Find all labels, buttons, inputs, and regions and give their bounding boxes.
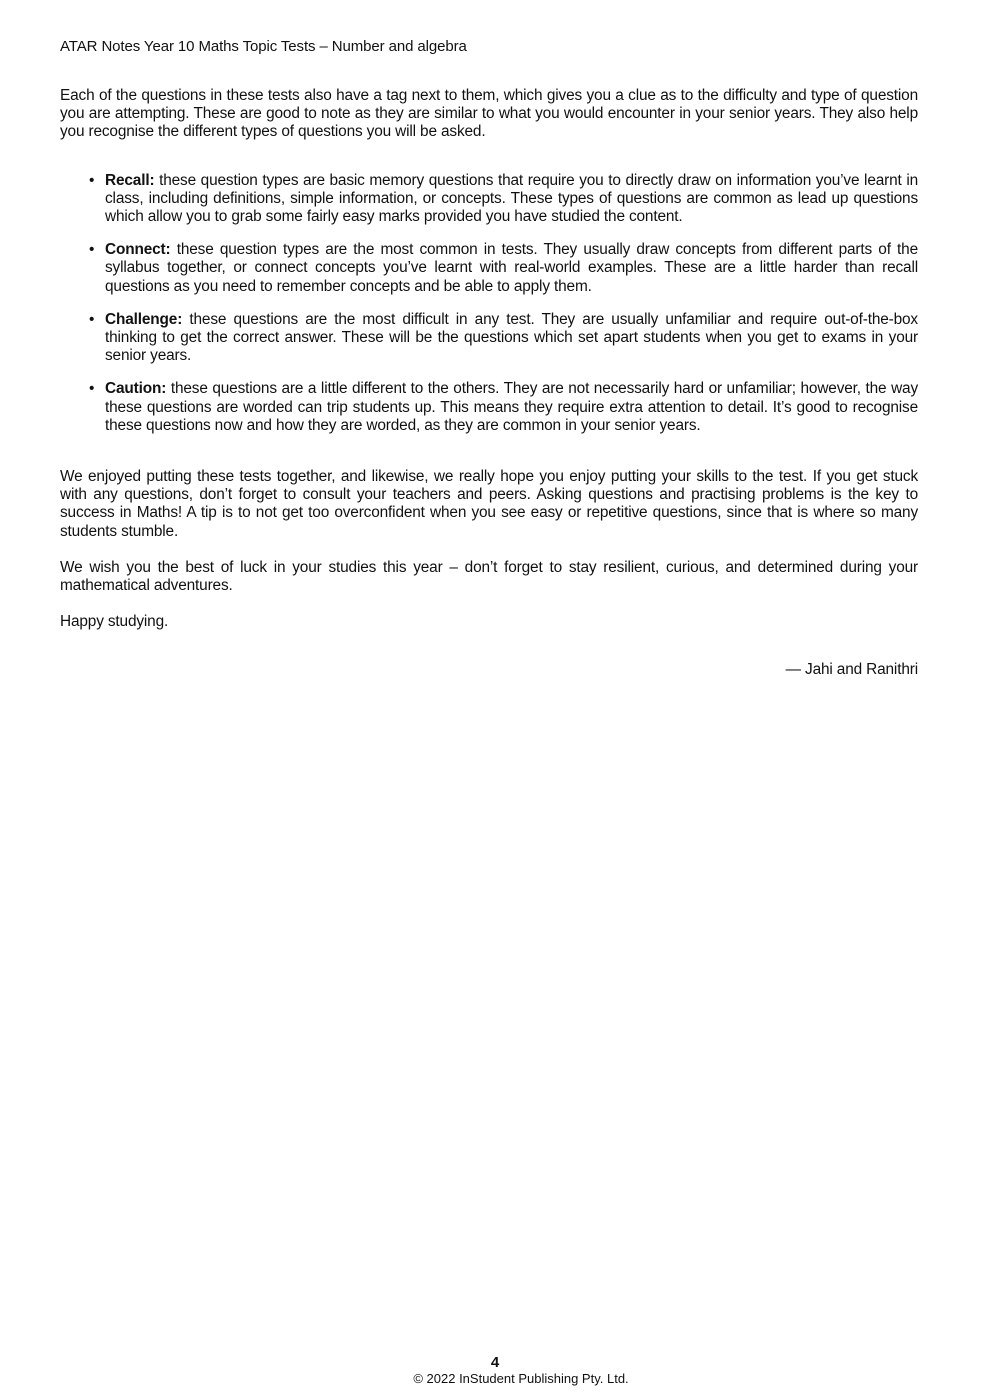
tag-description-challenge: these questions are the most difficult in any test. They are usually unfamiliar and require out-of-the-box thinking to get the correct answer. These will be the questions which set apart students when you get to exams in your senior years.	[105, 310, 918, 365]
wish-paragraph: We wish you the best of luck in your studies this year – don’t forget to stay resilient, curious, and determined during your mathematical adventures.	[60, 558, 918, 595]
tag-description-connect: these question types are the most common in tests. They usually draw concepts from different parts of the syllabus together, or connect concepts you’ve learnt with real-world examples. These are a little harder than recall questions as you need to remember concepts and be able to apply them.	[105, 241, 918, 295]
author-signoff: — Jahi and Ranithri	[785, 661, 918, 679]
tag-item-caution	[89, 380, 918, 435]
bullet-icon: •	[89, 380, 95, 398]
closing-line: Happy studying.	[60, 613, 169, 631]
page-body	[60, 87, 918, 680]
copyright-notice: © 2022 InStudent Publishing Pty. Ltd.	[413, 1371, 629, 1386]
bullet-icon: •	[89, 310, 95, 328]
tag-item-challenge	[89, 310, 918, 366]
tag-name-recall: Recall:	[105, 171, 155, 189]
tag-name-caution: Caution:	[105, 380, 167, 398]
question-tag-list	[60, 172, 918, 435]
tag-description-caution: these questions are a little different to the others. They are not necessarily hard or unfamiliar; however, the way these questions are worded can trip students up. This means they require extra attention to detail. It’s good to recognise these questions now and how they are worded, as they are common in your senior years.	[105, 380, 918, 434]
bullet-icon: •	[89, 171, 95, 189]
running-header: ATAR Notes Year 10 Maths Topic Tests – Number and algebra	[60, 38, 467, 55]
bullet-icon: •	[89, 241, 95, 259]
tag-description-recall: these question types are basic memory questions that require you to directly draw on information you’ve learnt in class, including definitions, simple information, or concepts. These types of questions are common as lead up questions which allow you to grab some fairly easy marks provided you have studied the content.	[105, 171, 918, 226]
tag-name-connect: Connect:	[105, 241, 171, 259]
enjoyed-paragraph: We enjoyed putting these tests together, and likewise, we really hope you enjoy putting your skills to the test. If you get stuck with any questions, don’t forget to consult your teachers and peers. Asking questions and practising problems is the key to success in Maths! A tip is to not get too overconfident when you see easy or repetitive questions, since that is where so many students stumble.	[60, 468, 918, 540]
tag-item-recall	[89, 171, 918, 227]
tag-name-challenge: Challenge:	[105, 310, 183, 328]
intro-paragraph: Each of the questions in these tests also have a tag next to them, which gives you a clue as to the difficulty and type of question you are attempting. These are good to note as they are similar to what you would encounter in your senior years. They also help you recognise the different types of questions you will be asked.	[60, 87, 918, 141]
tag-item-connect	[89, 241, 918, 296]
page-number: 4	[490, 1354, 500, 1371]
